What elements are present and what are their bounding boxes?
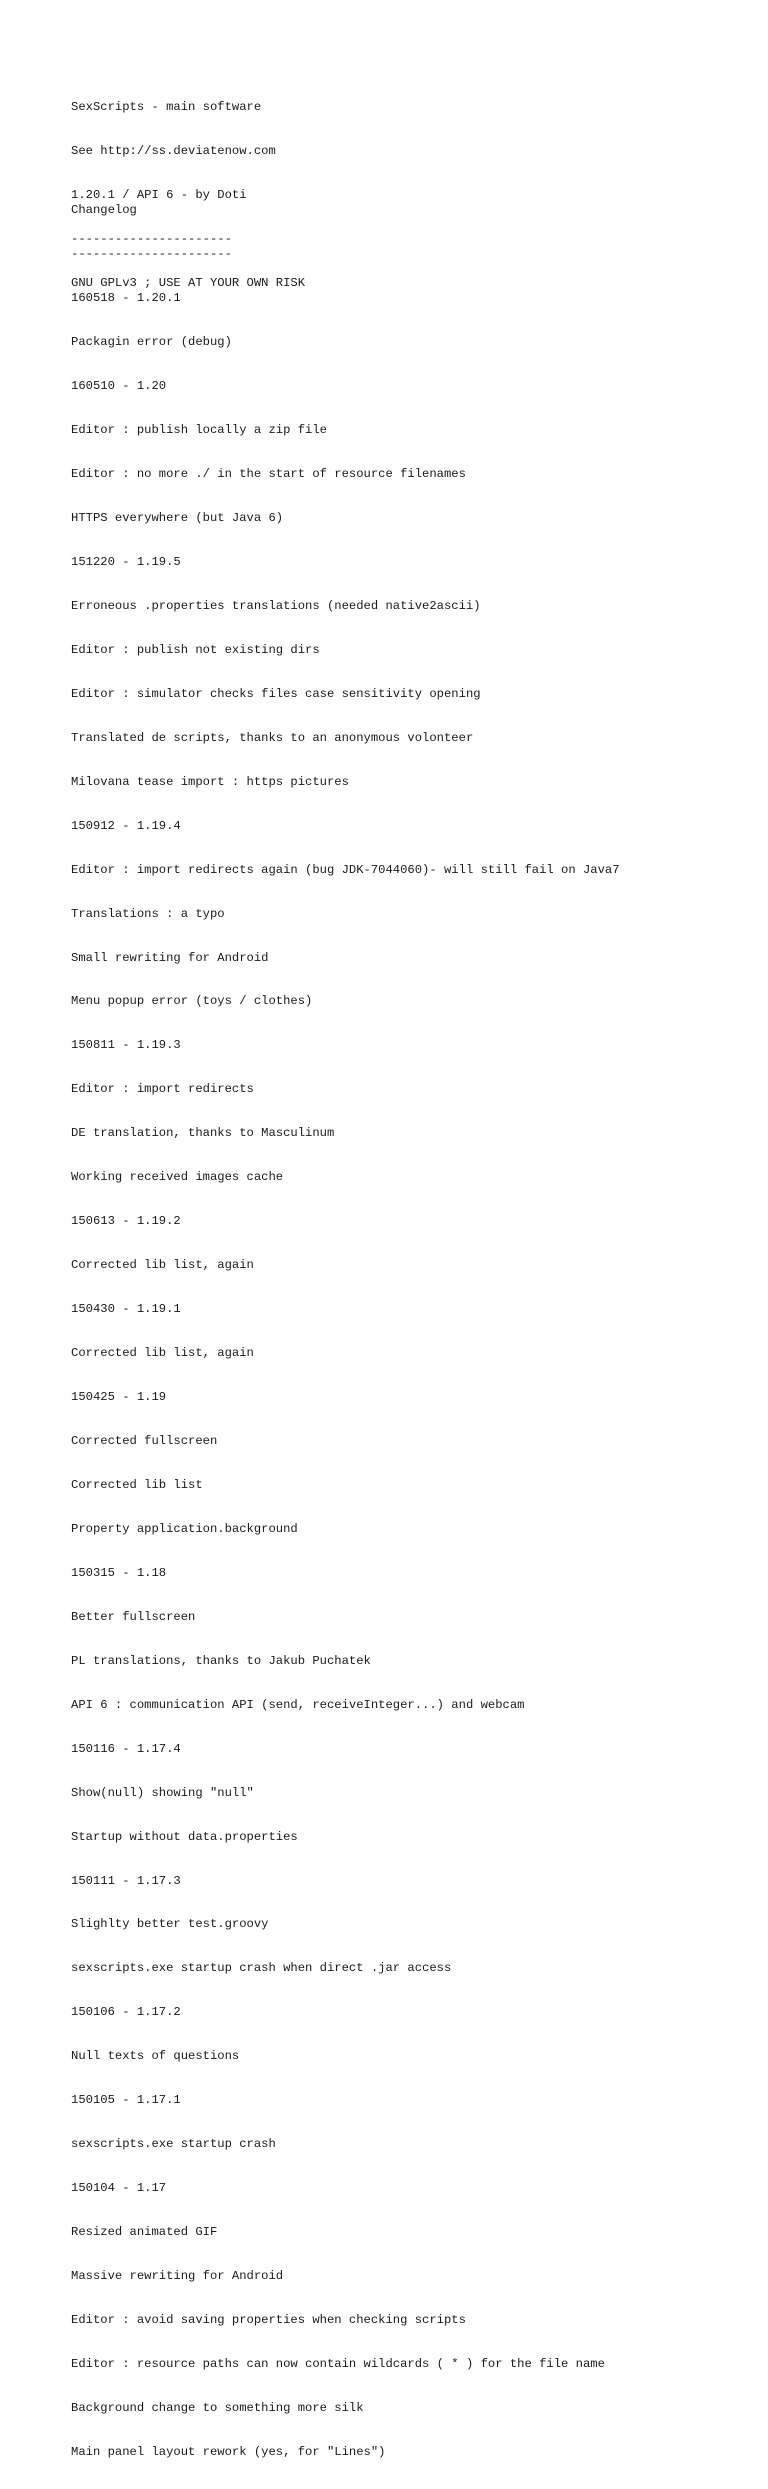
changelog-item: PL translations, thanks to Jakub Puchatek <box>71 1653 371 1668</box>
version-entry: 150106 - 1.17.2 <box>71 2005 181 2020</box>
changelog-item: Milovana tease import : https pictures <box>71 774 349 789</box>
changelog-item: Corrected lib list <box>71 1477 203 1492</box>
changelog-item: Main panel layout rework (yes, for "Lines") <box>71 2444 386 2459</box>
version-entry: 151220 - 1.19.5 <box>71 554 181 569</box>
changelog-item: Working received images cache <box>71 1170 284 1185</box>
version-entry: 150425 - 1.19 <box>71 1390 167 1405</box>
version-entry: 150430 - 1.19.1 <box>71 1302 181 1317</box>
changelog-item: Startup without data.properties <box>71 1829 298 1844</box>
changelog-item: Better fullscreen <box>71 1609 196 1624</box>
changelog-item: Corrected lib list, again <box>71 1346 254 1361</box>
changelog-item: Editor : import redirects again (bug JDK-7044060)- will still fail on Java7 <box>71 862 620 877</box>
changelog-item: Editor : publish locally a zip file <box>71 423 327 438</box>
changelog-item: Menu popup error (toys / clothes) <box>71 994 313 1009</box>
changelog-item: HTTPS everywhere (but Java 6) <box>71 510 284 525</box>
changelog-item: Background change to something more silk <box>71 2400 364 2415</box>
license-line: GNU GPLv3 ; USE AT YOUR OWN RISK <box>71 276 306 291</box>
changelog-item: Editor : import redirects <box>71 1082 254 1097</box>
changelog-separator: ---------------------- <box>71 247 232 262</box>
app-title-line: SexScripts - main software <box>71 100 262 115</box>
changelog-item: Translations : a typo <box>71 906 225 921</box>
version-entry: 150105 - 1.17.1 <box>71 2093 181 2108</box>
version-entry: 160510 - 1.20 <box>71 379 167 394</box>
changelog-item: Editor : publish not existing dirs <box>71 642 320 657</box>
changelog-item: Show(null) showing "null" <box>71 1785 254 1800</box>
changelog-item: Editor : simulator checks files case sensitivity opening <box>71 686 481 701</box>
changelog-item: Erroneous .properties translations (needed native2ascii) <box>71 598 481 613</box>
changelog-item: sexscripts.exe startup crash when direct .jar access <box>71 1961 452 1976</box>
changelog-item: Massive rewriting for Android <box>71 2269 284 2284</box>
changelog-item: Slighlty better test.groovy <box>71 1917 269 1932</box>
version-entry: 150811 - 1.19.3 <box>71 1038 181 1053</box>
changelog-item: sexscripts.exe startup crash <box>71 2137 276 2152</box>
changelog-item: DE translation, thanks to Masculinum <box>71 1126 335 1141</box>
changelog-item: Corrected lib list, again <box>71 1258 254 1273</box>
changelog-item: Editor : avoid saving properties when checking scripts <box>71 2313 466 2328</box>
version-entry: 150613 - 1.19.2 <box>71 1214 181 1229</box>
website-line: See http://ss.deviatenow.com <box>71 144 276 159</box>
changelog-item: Translated de scripts, thanks to an anonymous volonteer <box>71 730 474 745</box>
version-entry: 150116 - 1.17.4 <box>71 1741 181 1756</box>
version-entry: 150111 - 1.17.3 <box>71 1873 181 1888</box>
version-entry: 150912 - 1.19.4 <box>71 818 181 833</box>
changelog-item: Corrected fullscreen <box>71 1434 218 1448</box>
version-line: 1.20.1 / API 6 - by Doti <box>71 188 247 203</box>
changelog-item: Resized animated GIF <box>71 2225 218 2240</box>
changelog-item: Null texts of questions <box>71 2049 240 2064</box>
changelog-item: Property application.background <box>71 1521 298 1536</box>
changelog-section <box>71 174 620 2489</box>
changelog-item: Editor : resource paths can now contain wildcards ( * ) for the file name <box>71 2357 605 2372</box>
version-entry: 150315 - 1.18 <box>71 1565 167 1580</box>
changelog-item: API 6 : communication API (send, receiveInteger...) and webcam <box>71 1697 525 1712</box>
changelog-item: Editor : no more ./ in the start of resource filenames <box>71 467 466 482</box>
version-entry: 150104 - 1.17 <box>71 2181 167 2196</box>
changelog-item: Packagin error (debug) <box>71 335 232 350</box>
separator-line: ---------------------- <box>71 232 232 247</box>
changelog-heading: Changelog <box>71 203 137 218</box>
changelog-item: Small rewriting for Android <box>71 950 269 965</box>
version-entry: 160518 - 1.20.1 <box>71 291 181 306</box>
